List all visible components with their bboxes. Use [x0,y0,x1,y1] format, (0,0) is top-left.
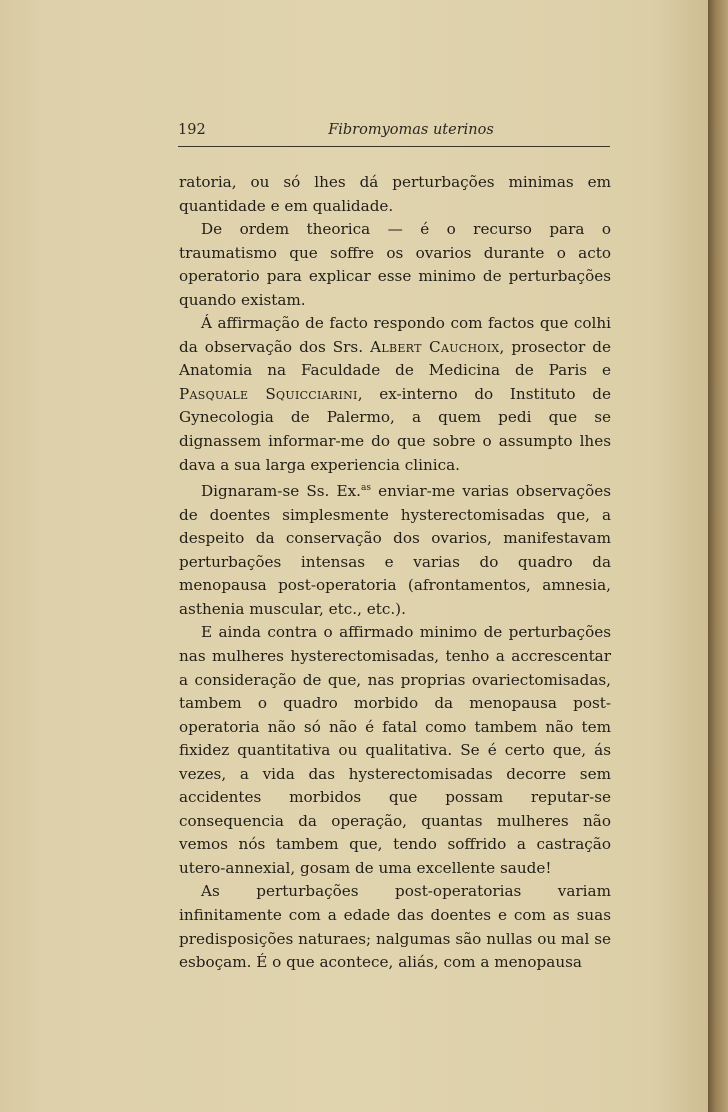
header-rule [178,146,610,147]
paragraph-3 [179,312,611,477]
page-header [178,122,610,144]
paragraph-2: De ordem theorica — é o recurso para o traumatismo que soffre os ovarios durante o acto operatorio para explicar esse minimo de perturbações quando existam. [179,220,611,309]
book-binding-edge [708,0,728,1112]
person-name-albert-cauchoix: Albert Cauchoix [370,337,500,356]
person-name-pasquale-squicciarini: Pasquale Squicciarini [179,384,358,403]
body-text [179,171,611,975]
paragraph-4-text-b: enviar-me varias observações de doentes simplesmente hysterectomisadas que, a despeito da conservação dos ovarios, manifestavam perturbações intensas e varias do quadro da menopausa post-operatoria (afrontamentos, amnesia, asthenia muscular, etc., etc.). [179,482,611,618]
paragraph-3-text-b: , prosector de Anatomia na Faculdade de Medicina de Paris e [179,337,611,380]
superscript-as: as [361,483,371,494]
page-number: 192 [178,122,206,138]
paragraph-4 [179,477,611,621]
paragraph-3-text-c: , ex-interno do Instituto de Gynecologia de Palermo, a quem pedi que se dignassem informar-me do que sobre o assumpto lhes dava a sua larga experiencia clinica. [179,384,612,474]
paragraph-5: E ainda contra o affirmado minimo de perturbações nas mulheres hysterectomisadas, tenho a accrescentar a consideração de que, nas proprias ovariectomisadas, tambem o quadro morbido da menopausa post-operatoria não só não é fatal como tambem não tem fixidez quantitativa ou qualitativa. Se é certo que, ás vezes, a vida das hysterectomisadas decorre sem accidentes morbidos que possam reputar-se consequencia da operação, quantas mulheres não vemos nós tambem que, tendo soffrido a castração utero-annexial, gosam de uma excellente saude! [179,623,611,877]
paragraph-1: ratoria, ou só lhes dá perturbações minimas em quantidade e em qualidade. [179,173,611,215]
paragraph-4-text-a: Dignaram-se Ss. Ex. [201,482,361,501]
paragraph-6: As perturbações post-operatorias variam infinitamente com a edade das doentes e com as suas predisposições naturaes; nalgumas são nullas ou mal se esboçam. É o que acontece, aliás, com a menopausa [179,882,611,972]
paragraph-3-text-a: Á affirmação de facto respondo com factos que colhi da observação dos Srs. [179,314,611,356]
running-title: Fibromyomas uterinos [328,122,494,138]
